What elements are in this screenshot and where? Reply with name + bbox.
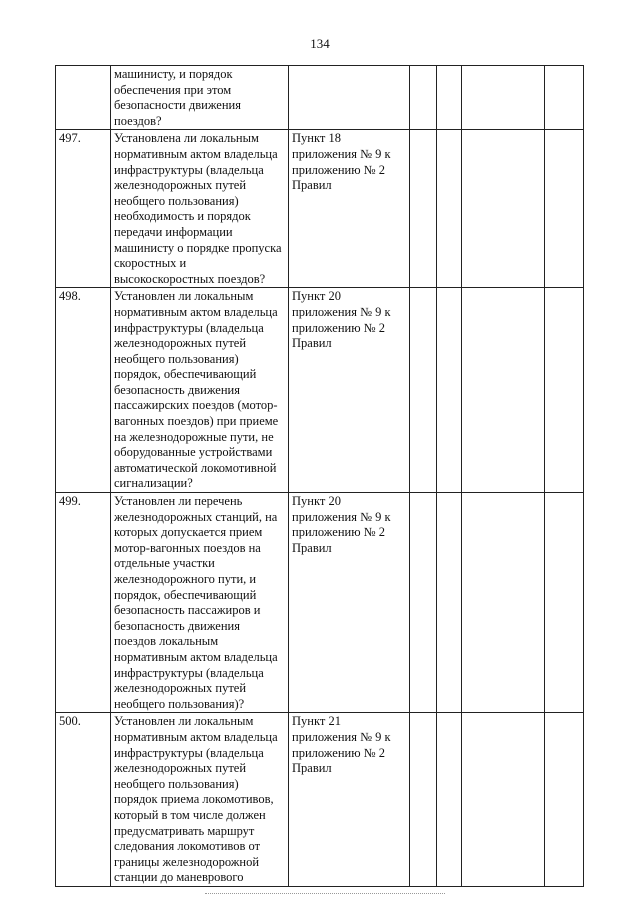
legal-reference: Пункт 20 приложения № 9 к приложению № 2 Правил <box>289 493 410 713</box>
answer-yes-cell <box>410 130 437 288</box>
row-number: 499. <box>56 493 111 713</box>
answer-yes-cell <box>410 493 437 713</box>
table-row <box>56 713 584 887</box>
answer-no-cell <box>437 493 462 713</box>
not-applicable-cell <box>462 493 545 713</box>
answer-yes-cell <box>410 66 437 130</box>
answer-yes-cell <box>410 713 437 887</box>
not-applicable-cell <box>462 713 545 887</box>
legal-reference <box>289 66 410 130</box>
requirement-question: машинисту, и порядок обеспечения при этом безопасности движения поездов? <box>111 66 289 130</box>
not-applicable-cell <box>462 130 545 288</box>
table-row <box>56 66 584 130</box>
note-cell <box>545 288 584 493</box>
requirement-question: Установлен ли локальным нормативным актом владельца инфраструктуры (владельца железнодорожных путей необщего пользования) порядок приема локомотивов, который в том числе должен предусматривать маршрут следования локомотивов от границы железнодорожной станции до маневрового <box>111 713 289 887</box>
note-cell <box>545 130 584 288</box>
row-number: 498. <box>56 288 111 493</box>
note-cell <box>545 493 584 713</box>
legal-reference: Пункт 20 приложения № 9 к приложению № 2 Правил <box>289 288 410 493</box>
table-row <box>56 493 584 713</box>
table-row <box>56 130 584 288</box>
note-cell <box>545 713 584 887</box>
requirement-question: Установлен ли перечень железнодорожных станций, на которых допускается прием мотор-вагонных поездов на отдельные участки железнодорожного пути, и порядок, обеспечивающий безопасность пассажиров и безопасность движения поездов локальным нормативным актом владельца инфраструктуры (владельца железнодорожных путей необщего пользования)? <box>111 493 289 713</box>
checklist-table <box>55 65 584 887</box>
requirement-question: Установлена ли локальным нормативным актом владельца инфраструктуры (владельца железнодорожных путей необщего пользования) необходимость и порядок передачи информации машинисту о порядке пропуска скоростных и высокоскоростных поездов? <box>111 130 289 288</box>
not-applicable-cell <box>462 288 545 493</box>
requirement-question: Установлен ли локальным нормативным актом владельца инфраструктуры (владельца железнодорожных путей необщего пользования) порядок, обеспечивающий безопасность движения пассажирских поездов (мотор-вагонных поездов) при приеме на железнодорожные пути, не оборудованные устройствами автоматической локомотивной сигнализации? <box>111 288 289 493</box>
note-cell <box>545 66 584 130</box>
table-row <box>56 288 584 493</box>
legal-reference: Пункт 18 приложения № 9 к приложению № 2 Правил <box>289 130 410 288</box>
row-number: 500. <box>56 713 111 887</box>
not-applicable-cell <box>462 66 545 130</box>
answer-yes-cell <box>410 288 437 493</box>
row-number <box>56 66 111 130</box>
answer-no-cell <box>437 288 462 493</box>
legal-reference: Пункт 21 приложения № 9 к приложению № 2 Правил <box>289 713 410 887</box>
page-number: 134 <box>310 36 330 51</box>
scan-edge-mark <box>205 893 445 894</box>
row-number: 497. <box>56 130 111 288</box>
answer-no-cell <box>437 713 462 887</box>
answer-no-cell <box>437 66 462 130</box>
answer-no-cell <box>437 130 462 288</box>
